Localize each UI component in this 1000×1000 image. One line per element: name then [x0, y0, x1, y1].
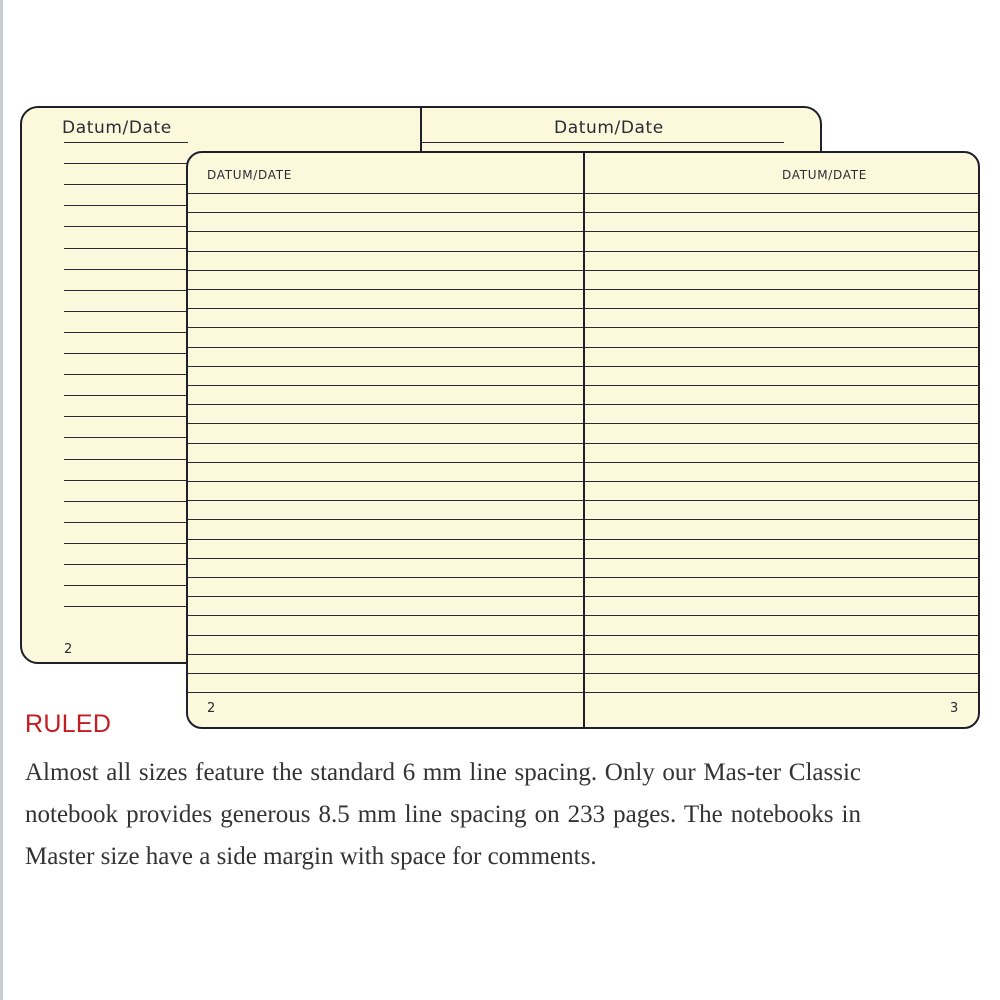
- ruled-line: [585, 654, 978, 655]
- back-page-number-left: 2: [64, 642, 73, 657]
- ruled-line: [64, 564, 188, 565]
- ruled-line: [585, 251, 978, 252]
- ruled-line: [188, 635, 583, 636]
- ruled-line: [188, 596, 583, 597]
- ruled-line: [585, 366, 978, 367]
- ruled-line: [64, 501, 188, 502]
- front-left-date-label: DATUM/DATE: [207, 168, 293, 182]
- ruled-line: [64, 522, 188, 523]
- ruled-line: [188, 404, 583, 405]
- ruled-line: [64, 459, 188, 460]
- back-right-date-label: Datum/Date: [554, 118, 664, 138]
- ruled-line: [188, 462, 583, 463]
- ruled-line: [585, 327, 978, 328]
- ruled-line: [585, 462, 978, 463]
- ruled-line: [188, 289, 583, 290]
- ruled-line: [422, 142, 784, 143]
- ruled-line: [64, 353, 188, 354]
- ruled-line: [188, 673, 583, 674]
- front-notebook-spine: [583, 153, 585, 727]
- ruled-line: [585, 519, 978, 520]
- ruled-line: [585, 231, 978, 232]
- ruled-line: [188, 270, 583, 271]
- ruled-line: [188, 251, 583, 252]
- ruled-line: [188, 385, 583, 386]
- ruled-line: [585, 308, 978, 309]
- ruled-line: [64, 374, 188, 375]
- ruled-line: [188, 443, 583, 444]
- ruled-line: [585, 193, 978, 194]
- ruled-line: [585, 500, 978, 501]
- ruled-line: [585, 615, 978, 616]
- ruled-line: [64, 248, 188, 249]
- back-left-date-label: Datum/Date: [62, 118, 172, 138]
- front-notebook-spread: [186, 151, 980, 729]
- front-page-number-right: 3: [950, 701, 959, 716]
- ruled-line: [585, 577, 978, 578]
- ruled-line: [188, 558, 583, 559]
- ruled-line: [585, 289, 978, 290]
- ruled-line: [188, 212, 583, 213]
- ruled-line: [585, 692, 978, 693]
- ruled-line: [188, 577, 583, 578]
- ruled-line: [188, 308, 583, 309]
- ruled-line: [188, 327, 583, 328]
- ruled-line: [64, 585, 188, 586]
- ruled-line: [188, 423, 583, 424]
- ruled-line: [585, 443, 978, 444]
- ruled-line: [585, 558, 978, 559]
- ruled-line: [585, 270, 978, 271]
- ruled-line: [188, 654, 583, 655]
- ruled-line: [188, 366, 583, 367]
- ruled-line: [188, 615, 583, 616]
- ruled-line: [188, 500, 583, 501]
- ruled-line: [585, 404, 978, 405]
- ruled-line: [188, 193, 583, 194]
- ruled-line: [585, 385, 978, 386]
- ruled-line: [585, 635, 978, 636]
- ruled-line: [585, 423, 978, 424]
- section-description: Almost all sizes feature the standard 6 mm line spacing. Only our Mas-ter Classic notebook provides generous 8.5 mm line spacing on 233 pages. The notebooks in Master size have a side margin with space for comments.: [25, 759, 861, 870]
- ruled-line: [188, 539, 583, 540]
- ruled-line: [188, 347, 583, 348]
- ruled-line: [585, 596, 978, 597]
- ruled-line: [188, 481, 583, 482]
- ruled-line: [64, 205, 188, 206]
- ruled-line: [64, 142, 188, 143]
- front-right-date-label: DATUM/DATE: [782, 168, 868, 182]
- ruled-line: [64, 480, 188, 481]
- front-page-number-left: 2: [207, 701, 216, 716]
- ruled-line: [64, 395, 188, 396]
- ruled-line: [188, 692, 583, 693]
- ruled-line: [585, 673, 978, 674]
- ruled-line: [188, 231, 583, 232]
- ruled-line: [64, 543, 188, 544]
- ruled-line: [64, 163, 188, 164]
- ruled-line: [64, 606, 188, 607]
- ruled-line: [585, 539, 978, 540]
- ruled-line: [64, 416, 188, 417]
- ruled-line: [64, 437, 188, 438]
- ruled-line: [64, 269, 188, 270]
- page-edge-rule: [0, 0, 3, 1000]
- ruled-line: [64, 311, 188, 312]
- ruled-line: [64, 226, 188, 227]
- ruled-line: [64, 184, 188, 185]
- ruled-line: [64, 290, 188, 291]
- ruled-line: [585, 481, 978, 482]
- ruled-line: [585, 347, 978, 348]
- ruled-line: [188, 519, 583, 520]
- section-heading: RULED: [25, 710, 112, 738]
- ruled-line: [585, 212, 978, 213]
- ruled-line: [64, 332, 188, 333]
